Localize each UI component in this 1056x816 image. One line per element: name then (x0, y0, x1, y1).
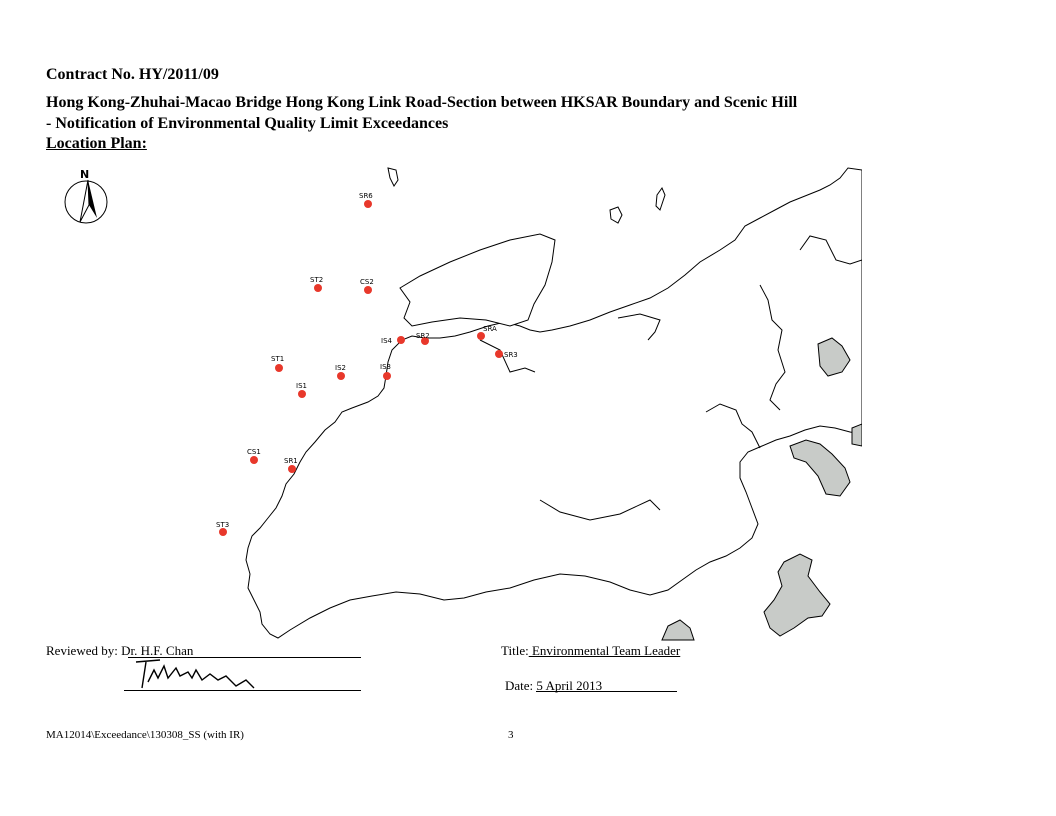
island-north-2 (656, 188, 665, 210)
date-value: 5 April 2013 (533, 678, 603, 693)
monitoring-station (335, 364, 346, 380)
station-label: SR3 (504, 351, 518, 359)
airport-island (400, 234, 555, 326)
island-north-3 (388, 168, 398, 186)
signature-line (124, 690, 361, 691)
contract-number: Contract No. HY/2011/09 (46, 66, 219, 83)
location-plan-heading: Location Plan: (46, 135, 147, 152)
monitoring-station (247, 448, 261, 464)
monitoring-station (495, 350, 518, 359)
station-label: CS2 (360, 278, 374, 286)
station-label: CS1 (247, 448, 261, 456)
date-underline (536, 676, 677, 692)
location-map (48, 152, 862, 642)
title-field (501, 643, 680, 659)
monitoring-station (271, 355, 284, 372)
reviewed-by-value: Dr. H.F. Chan (117, 643, 194, 658)
island-east-2 (790, 440, 850, 496)
island-south (662, 620, 694, 640)
monitoring-station (360, 278, 374, 294)
file-reference: MA12014\Exceedance\130308_SS (with IR) (46, 729, 244, 741)
date-label: Date: (505, 678, 534, 693)
signature (122, 652, 362, 692)
station-label: SRA (483, 325, 497, 333)
station-label: SR6 (359, 192, 373, 200)
island-east-3 (852, 424, 862, 446)
monitoring-station (359, 192, 373, 208)
station-label: ST2 (310, 276, 324, 284)
document-title-line1: Hong Kong-Zhuhai-Macao Bridge Hong Kong Link Road-Section between HKSAR Boundary and Scenic Hill (46, 94, 798, 111)
island-north-1 (610, 207, 622, 223)
monitoring-station (216, 521, 229, 536)
title-value: Environmental Team Leader (528, 643, 681, 658)
station-label: IS1 (296, 382, 307, 390)
monitoring-station (381, 336, 405, 345)
station-label: IS4 (381, 337, 392, 345)
monitoring-station (310, 276, 323, 292)
monitoring-station (296, 382, 307, 398)
page-number: 3 (508, 729, 514, 741)
station-label: SR2 (416, 332, 430, 340)
station-label: IS2 (335, 364, 346, 372)
island-southeast (764, 554, 830, 636)
station-label: SR1 (284, 457, 298, 465)
north-arrow-icon (65, 168, 107, 223)
title-label: Title: (501, 643, 529, 658)
reviewed-by-label: Reviewed by: (46, 643, 118, 658)
station-label: IS3 (380, 363, 391, 371)
land-coastline (246, 168, 862, 638)
station-label: ST3 (216, 521, 230, 529)
north-label: N (80, 168, 90, 181)
station-label: ST1 (271, 355, 285, 363)
document-title-line2: - Notification of Environmental Quality Limit Exceedances (46, 115, 449, 132)
